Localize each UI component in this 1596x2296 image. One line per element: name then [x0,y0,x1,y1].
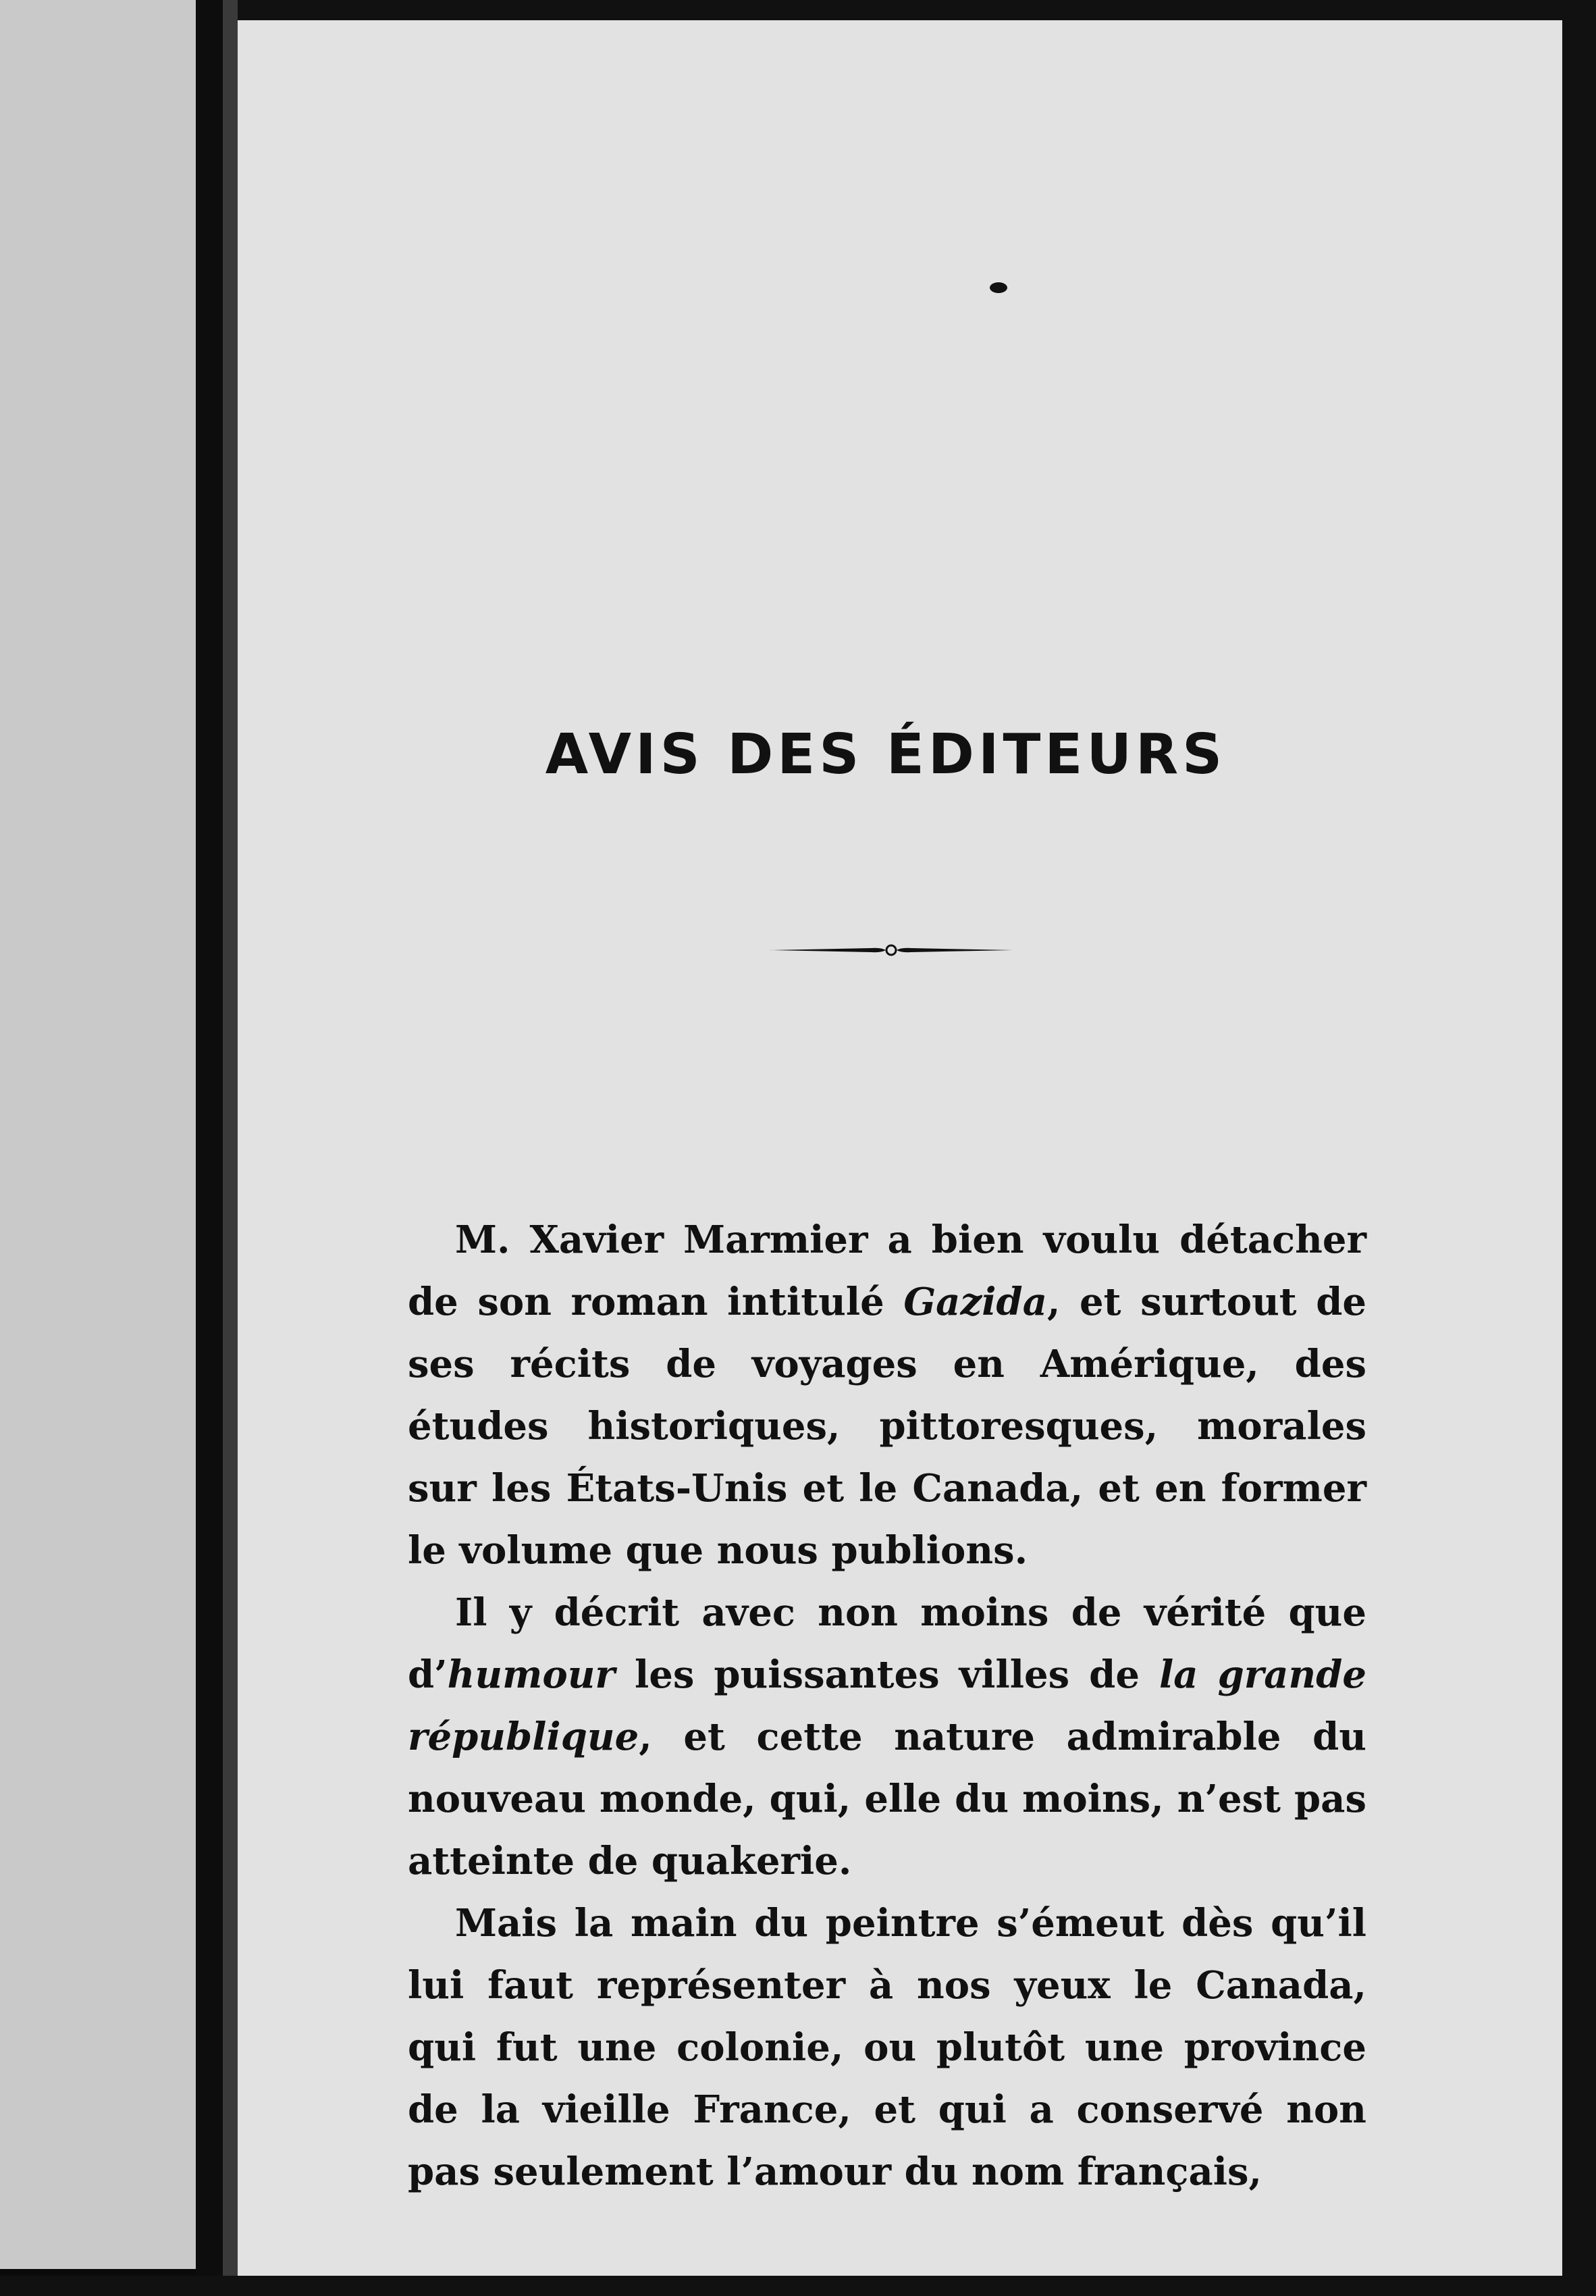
paragraph [408,1209,1366,1582]
text-run: Mais la main du peintre s’émeut dès qu’il lui faut représenter à nos yeux le Canada, qui fut une colonie, ou plutôt une province de la vieille France, et qui a conservé non pas seulement l’amour du nom français, [408,1901,1366,2194]
bottom-page-edge [0,2276,1596,2296]
text-run: les puissantes villes de [614,1652,1159,1697]
paragraph [408,1892,1366,2203]
italic-text-run: la grande république [408,1652,1367,1759]
book-binding [196,0,223,2296]
text-run: Il y décrit avec non moins de vérité que d’ [408,1590,1366,1697]
divider-right-flourish [897,948,1013,952]
top-page-edge [238,0,1596,20]
text-run: , et surtout de ses récits de voyages en Amérique, des études historiques, pittoresques, morales sur les États-Unis et le Canada, et en former le volume que nous publions. [408,1280,1366,1573]
divider-left-flourish [770,948,886,952]
body-text [408,1209,1366,2203]
text-run: M. Xavier Marmier a bien voulu détacher de son roman intitulé [408,1218,1366,1324]
divider-center-ring [886,945,896,955]
left-page-margin [0,0,196,2269]
ink-mark [990,282,1007,293]
paragraph [408,1582,1366,1892]
page-title: AVIS DES ÉDITEURS [545,723,1227,787]
book-binding-shadow [223,0,238,2296]
ornamental-divider [770,942,1013,958]
right-page-edge [1562,0,1596,2296]
text-run: , et cette nature admirable du nouveau monde, qui, elle du moins, n’est pas atteinte de quakerie. [408,1715,1366,1883]
italic-text-run: Gazida [903,1280,1047,1324]
italic-text-run: humour [447,1652,615,1697]
